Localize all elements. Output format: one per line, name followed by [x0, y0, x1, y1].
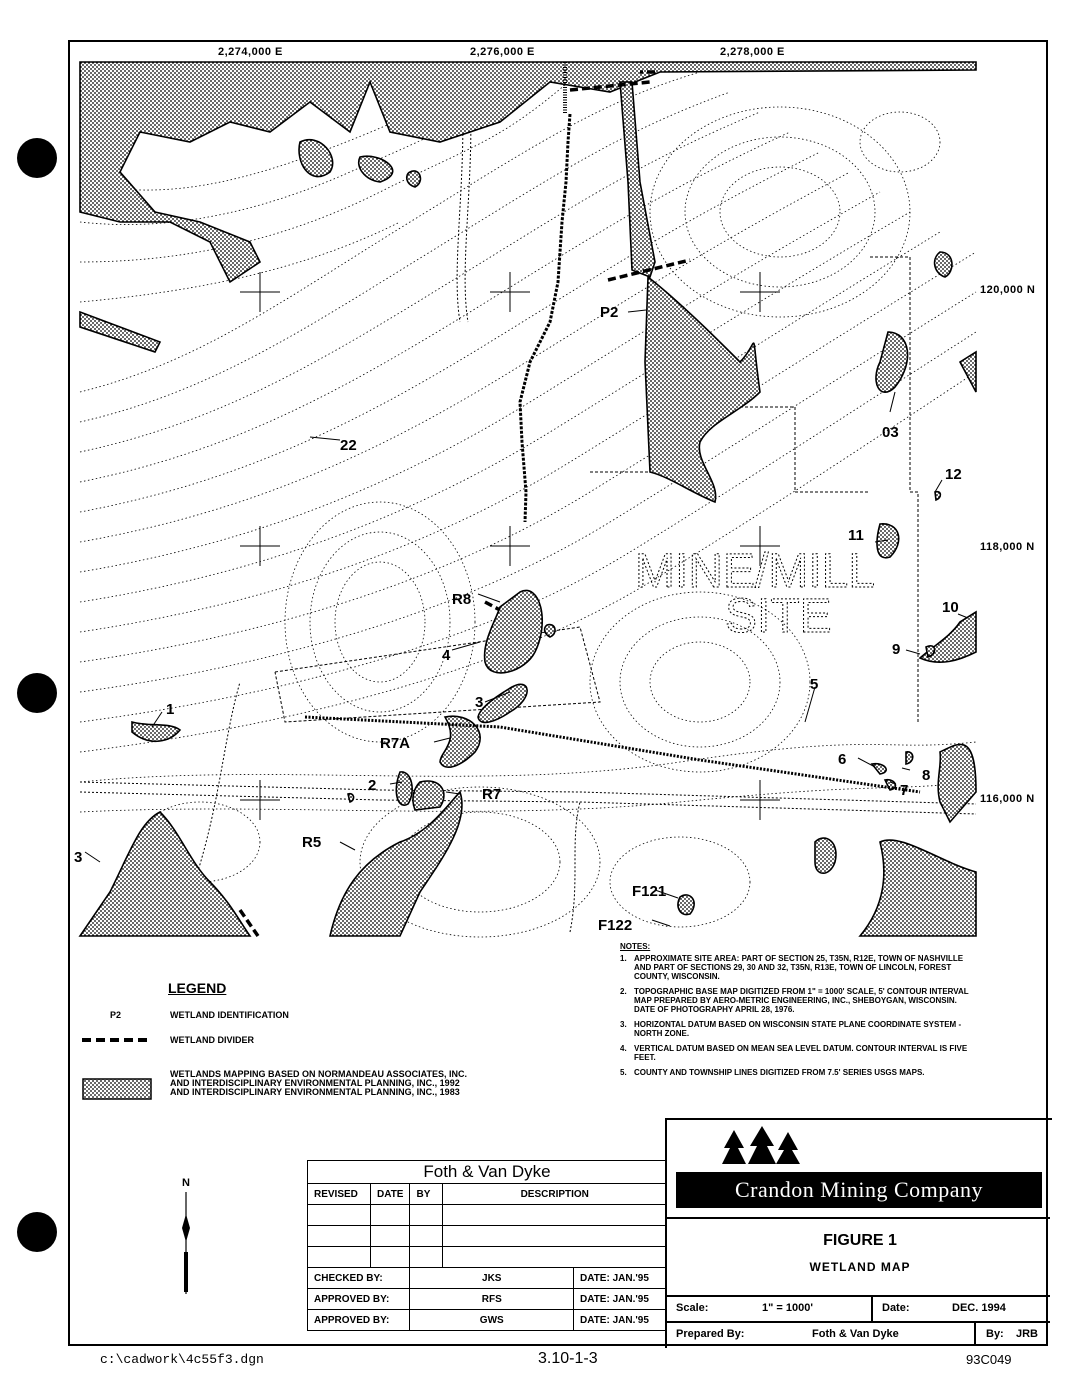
wetland-label: 3	[475, 694, 484, 711]
legend-wetland-swatch	[82, 1078, 152, 1100]
col-revised: REVISED	[308, 1184, 371, 1205]
approved-by: GWS	[410, 1310, 574, 1331]
date-label: DATE:	[580, 1272, 610, 1284]
notes-heading: NOTES:	[620, 942, 651, 951]
col-by: BY	[410, 1184, 443, 1205]
figure-number: FIGURE 1	[823, 1232, 897, 1249]
wetland-label: 6	[838, 751, 847, 768]
note-item: 3. HORIZONTAL DATUM BASED ON WISCONSIN STATE PLANE COORDINATE SYSTEM - NORTH ZONE.	[620, 1020, 962, 1038]
easting-label: 2,278,000 E	[720, 46, 785, 58]
scale-label: Scale:	[676, 1302, 709, 1314]
wetland-label: 5	[810, 676, 819, 693]
date-value: JAN.'95	[612, 1314, 649, 1326]
legend-title: LEGEND	[168, 980, 227, 996]
approved-label: APPROVED BY:	[308, 1289, 410, 1310]
drawing-number: 93C049	[966, 1352, 1012, 1367]
date-label: Date:	[882, 1302, 910, 1314]
wetland-label: 2	[368, 777, 377, 794]
approved-label: APPROVED BY:	[308, 1310, 410, 1331]
prepared-label: Prepared By:	[676, 1328, 745, 1340]
divider	[665, 1217, 1050, 1219]
file-path: c:\cadwork\4c55f3.dgn	[100, 1352, 264, 1367]
northing-label: 120,000 N	[980, 284, 1036, 296]
wetland-label: F121	[632, 883, 667, 900]
checked-label: CHECKED BY:	[308, 1268, 410, 1289]
site-label: SITE	[725, 590, 832, 643]
notes-block	[620, 942, 980, 1083]
divider	[665, 1295, 1050, 1297]
date-value: JAN.'95	[612, 1272, 649, 1284]
wetland-label: 8	[922, 767, 931, 784]
wetland-label: 11	[848, 527, 864, 544]
wetland-label: R7A	[380, 735, 411, 752]
north-arrow-label: N	[182, 1177, 190, 1189]
divider	[871, 1295, 873, 1321]
prepared-by: Foth & Van Dyke	[812, 1328, 899, 1340]
binder-hole-top	[17, 138, 57, 178]
checked-by: JKS	[410, 1268, 574, 1289]
legend-wetland-id: WETLAND IDENTIFICATION	[170, 1010, 289, 1020]
wetland-label: 4	[442, 647, 451, 664]
northing-label: 118,000 N	[980, 541, 1035, 553]
date-label: DATE:	[580, 1314, 610, 1326]
trees-logo-icon	[722, 1126, 802, 1168]
col-description: DESCRIPTION	[443, 1184, 667, 1205]
wetland-label: 12	[945, 466, 962, 483]
date-label: DATE:	[580, 1293, 610, 1305]
wetland-map	[74, 62, 976, 936]
northing-label: 116,000 N	[980, 793, 1035, 805]
revision-table	[307, 1160, 667, 1331]
wetland-label: R7	[482, 786, 502, 803]
wetland-label: R8	[452, 591, 472, 608]
wetland-label: 22	[340, 437, 357, 454]
binder-hole-bottom	[17, 1212, 57, 1252]
binder-hole-middle	[17, 673, 57, 713]
wetland-label: R5	[302, 834, 322, 851]
wetland-label: 7	[900, 782, 909, 799]
easting-label: 2,276,000 E	[470, 46, 535, 58]
wetland-label: 9	[892, 641, 901, 658]
wetland-label: 10	[942, 599, 959, 616]
figure-title: WETLAND MAP	[809, 1260, 911, 1274]
legend-mapping-note: WETLANDS MAPPING BASED ON NORMANDEAU ASSOCIATES, INC. AND INTERDISCIPLINARY ENVIRONMENTAL PLANNING, INC., 1992 AND INTERDISCIPLINARY ENVIRONMENTAL PLANNING, INC., 1983	[170, 1069, 468, 1097]
drawn-by-label: By:	[986, 1328, 1004, 1340]
note-item: 5. COUNTY AND TOWNSHIP LINES DIGITIZED FROM 7.5' SERIES USGS MAPS.	[620, 1068, 925, 1077]
wetland-label: F122	[598, 917, 633, 934]
divider	[974, 1321, 976, 1346]
page-number: 3.10-1-3	[538, 1350, 598, 1367]
wetland-label: 3	[74, 849, 83, 866]
easting-label: 2,274,000 E	[218, 46, 283, 58]
divider	[665, 1321, 1050, 1323]
note-item: 2. TOPOGRAPHIC BASE MAP DIGITIZED FROM 1" = 1000' SCALE, 5' CONTOUR INTERVAL MAP PREPARED BY AERO-METRIC ENGINEERING, INC., SHEBOYGAN, WISCONSIN. DATE OF PHOTOGRAPHY APRIL 28, 1976.	[620, 987, 969, 1014]
note-item: 1. APPROXIMATE SITE AREA: PART OF SECTION 25, T35N, R12E, TOWN OF NASHVILLE AND PART OF SECTIONS 29, 30 AND 32, T35N, R13E, TOWN OF LINCOLN, FOREST COUNTY, WISCONSIN.	[620, 954, 964, 981]
col-date: DATE	[371, 1184, 410, 1205]
wetland-label: P2	[600, 304, 619, 321]
scale-value: 1" = 1000'	[762, 1302, 813, 1314]
drawn-by: JRB	[1016, 1328, 1039, 1340]
site-label: MINE/MILL	[635, 545, 876, 598]
legend-divider: WETLAND DIVIDER	[170, 1035, 254, 1045]
north-arrow	[176, 1176, 196, 1298]
company-banner: Crandon Mining Company	[676, 1172, 1042, 1208]
wetland-label: 03	[882, 424, 899, 441]
firm-name: Foth & Van Dyke	[308, 1161, 667, 1184]
date-value: DEC. 1994	[952, 1302, 1006, 1314]
date-value: JAN.'95	[612, 1293, 649, 1305]
legend-divider-symbol	[82, 1036, 152, 1044]
legend-symbol-p2: P2	[110, 1010, 122, 1020]
approved-by: RFS	[410, 1289, 574, 1310]
wetland-label: 1	[166, 701, 175, 718]
note-item: 4. VERTICAL DATUM BASED ON MEAN SEA LEVEL DATUM. CONTOUR INTERVAL IS FIVE FEET.	[620, 1044, 968, 1062]
